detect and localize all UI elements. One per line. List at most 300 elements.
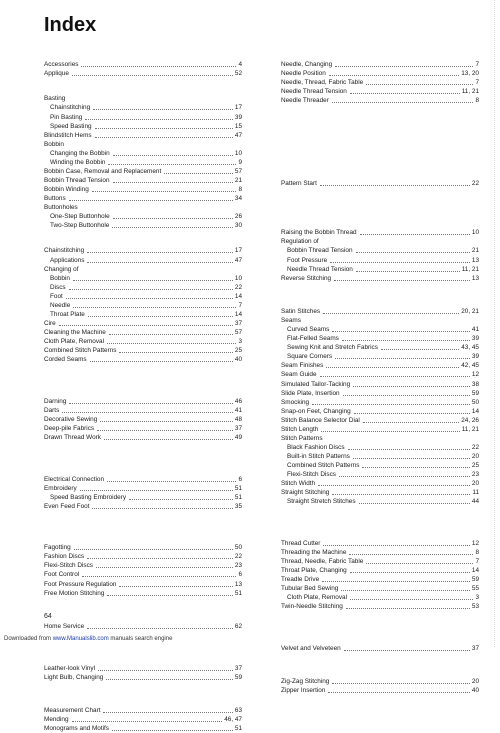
index-entry — [44, 589, 242, 598]
dot-leader — [88, 316, 233, 317]
index-entry-page: 13 — [234, 580, 242, 588]
index-entry — [44, 176, 242, 185]
dot-leader — [87, 262, 232, 263]
index-entry-label: Zig-Zag Stitching — [281, 678, 330, 686]
dot-leader — [72, 721, 223, 722]
index-entry — [44, 149, 242, 158]
index-entry-page: 41 — [234, 406, 242, 414]
dot-leader — [360, 234, 470, 235]
index-entry — [44, 185, 242, 194]
dot-leader — [74, 549, 233, 550]
index-entry-label: Drawn Thread Work — [44, 433, 101, 441]
index-entry-page: 10 — [471, 229, 479, 237]
dot-leader — [363, 422, 459, 423]
index-entry — [281, 539, 479, 548]
index-entry — [281, 425, 479, 434]
index-entry — [44, 552, 242, 561]
dot-leader — [113, 182, 233, 183]
index-entry-page: 7 — [475, 61, 479, 68]
index-entry-page: 47 — [234, 256, 242, 264]
index-entry-label: Seam Finishes — [281, 362, 324, 370]
dot-leader — [109, 334, 233, 335]
index-entry-label: Flexi-Stitch Discs — [287, 471, 337, 478]
index-entry-page: 35 — [234, 502, 242, 510]
dot-leader — [112, 227, 233, 228]
index-entry-label: Flat-Felled Seams — [287, 335, 339, 343]
index-entry — [44, 484, 242, 493]
index-entry-label: Flexi-Stitch Discs — [44, 562, 94, 570]
index-entry-page: 57 — [234, 167, 242, 175]
index-entry-page: 20 — [471, 480, 479, 487]
index-entry — [281, 78, 479, 87]
index-entry — [281, 370, 479, 379]
dot-leader — [344, 650, 470, 651]
dot-leader — [366, 563, 473, 564]
index-entry — [281, 380, 479, 389]
index-entry — [44, 319, 242, 328]
index-entry-page: 23 — [471, 471, 479, 478]
index-entry — [44, 103, 242, 112]
index-entry-label: Two-Step Buttonhole — [50, 222, 110, 230]
index-entry-label: Applications — [50, 256, 85, 264]
index-entry — [281, 246, 479, 255]
index-entry-label: Fagotting — [44, 544, 71, 552]
index-entry-page: 40 — [234, 356, 242, 363]
index-entry-page: 13, 20 — [461, 70, 479, 78]
dot-leader — [343, 395, 470, 396]
index-entry-label: Buttons — [44, 194, 66, 202]
index-entry — [281, 87, 479, 96]
index-entry-label: Tubular Bed Sewing — [281, 585, 339, 592]
dot-leader — [72, 75, 233, 76]
index-entry-label: Black Fashion Discs — [287, 443, 345, 451]
dot-leader — [107, 343, 236, 344]
index-entry-label: Decorative Sewing — [44, 415, 98, 423]
index-entry — [281, 274, 479, 283]
index-entry-page: 7 — [238, 301, 242, 309]
index-entry-label: Stitch Patterns — [281, 434, 323, 442]
index-entry — [44, 673, 242, 682]
index-entry-label: Treadle Drive — [281, 575, 320, 583]
dot-leader — [119, 352, 232, 353]
index-entry-page: 39 — [471, 335, 479, 343]
index-entry — [44, 69, 242, 78]
index-entry-label: Built-in Stitch Patterns — [287, 452, 350, 460]
index-entry — [281, 461, 479, 470]
index-entry-label: Satin Stitches — [281, 308, 321, 316]
dot-leader — [62, 412, 233, 413]
index-entry-label: Needle Thread Tension — [281, 88, 347, 96]
dot-leader — [59, 325, 233, 326]
index-entry-label: Velvet and Velveteen — [281, 644, 341, 652]
dot-leader — [92, 508, 232, 509]
index-entry-label: Simulated Tailor-Tacking — [281, 380, 351, 388]
index-entry-label: Measurement Chart — [44, 707, 101, 715]
dot-leader — [104, 439, 233, 440]
dot-leader — [342, 340, 470, 341]
index-entry — [281, 644, 479, 653]
dot-leader — [318, 485, 470, 486]
index-entry-page: 59 — [234, 673, 242, 681]
index-entry-label: Chainstitching — [44, 247, 85, 255]
dot-leader — [356, 271, 460, 272]
dot-leader — [350, 599, 473, 600]
index-entry-page: 26 — [234, 213, 242, 220]
index-entry-page: 4 — [238, 61, 242, 68]
index-entry-label: Discs — [50, 283, 66, 291]
index-entry — [281, 407, 479, 416]
index-entry — [281, 584, 479, 593]
index-entry-label: Monograms and Motifs — [44, 725, 109, 733]
index-entry-label: Straight Stitching — [281, 489, 330, 497]
index-entry-label: Reverse Stitching — [281, 274, 332, 282]
index-entry — [44, 301, 242, 310]
index-entry — [44, 292, 242, 301]
dot-leader — [87, 558, 233, 559]
index-entry-label: Even Feed Foot — [44, 502, 90, 510]
dot-leader — [381, 349, 459, 350]
footer-suffix: manuals search engine — [108, 636, 173, 642]
dot-leader — [96, 567, 233, 568]
index-entry — [44, 203, 242, 212]
dot-leader — [103, 712, 232, 713]
index-entry — [281, 352, 479, 361]
index-entry-page: 8 — [475, 548, 479, 556]
dot-leader — [353, 386, 470, 387]
index-entry-page: 14 — [234, 292, 242, 300]
index-entry — [44, 221, 242, 230]
dot-leader — [129, 499, 233, 500]
dot-leader — [362, 467, 469, 468]
index-entry — [44, 355, 242, 364]
index-entry-page: 43, 45 — [461, 344, 479, 352]
index-entry — [44, 94, 242, 103]
dot-leader — [348, 449, 470, 450]
dot-leader — [335, 358, 470, 359]
index-entry — [281, 60, 479, 69]
index-entry-label: Needle Position — [281, 70, 326, 78]
index-entry — [44, 60, 242, 69]
index-entry-page: 13 — [471, 256, 479, 264]
dot-leader — [92, 191, 237, 192]
index-entry-page: 9 — [238, 158, 242, 166]
index-entry — [281, 566, 479, 575]
index-entry-page: 25 — [471, 461, 479, 469]
index-entry — [44, 397, 242, 406]
index-entry-label: Basting — [44, 95, 66, 103]
index-entry — [44, 580, 242, 589]
dot-leader — [321, 431, 459, 432]
index-entry — [44, 158, 242, 167]
index-entry-page: 63 — [234, 707, 242, 715]
index-entry-label: Changing the Bobbin — [50, 149, 110, 157]
index-entry-page: 14 — [234, 310, 242, 318]
index-entry — [281, 343, 479, 352]
index-entry — [44, 475, 242, 484]
index-entry-page: 22 — [471, 179, 479, 187]
index-entry-label: Combined Stitch Patterns — [287, 461, 360, 469]
dot-leader — [326, 367, 459, 368]
index-entry-label: Free Motion Stitching — [44, 589, 105, 597]
index-entry — [44, 502, 242, 511]
index-entry-label: Bobbin Winding — [44, 185, 89, 193]
index-entry — [281, 443, 479, 452]
dot-leader — [323, 313, 459, 314]
index-entry — [281, 334, 479, 343]
page-number: 64 — [44, 613, 52, 620]
index-entry-label: Leather-look Vinyl — [44, 664, 96, 672]
index-entry-page: 21 — [471, 247, 479, 255]
index-entry — [44, 406, 242, 415]
scan-edge — [494, 0, 497, 647]
dot-leader — [98, 670, 233, 671]
index-entry — [281, 228, 479, 237]
dot-leader — [328, 692, 469, 693]
index-entry-label: Bobbin Thread Tension — [287, 247, 353, 255]
dot-leader — [95, 128, 233, 129]
index-entry — [44, 131, 242, 140]
index-entry-page: 8 — [475, 97, 479, 105]
index-entry-page: 14 — [471, 407, 479, 415]
dot-leader — [69, 200, 233, 201]
index-entry — [44, 122, 242, 131]
index-entry-label: Accessories — [44, 61, 79, 68]
index-entry — [281, 96, 479, 105]
dot-leader — [320, 185, 470, 186]
index-entry-label: Cloth Plate, Removal — [287, 594, 348, 601]
index-entry — [281, 434, 479, 443]
index-entry-page: 51 — [234, 589, 242, 597]
index-entry — [281, 488, 479, 497]
index-entry — [44, 493, 242, 502]
dot-leader — [356, 252, 470, 253]
index-entry-label: Chainstitching — [50, 104, 91, 112]
index-entry-label: Foot Control — [44, 571, 80, 579]
index-entry-label: Cloth Plate, Removal — [44, 337, 105, 345]
index-entry — [281, 237, 479, 246]
dot-leader — [335, 66, 473, 67]
dot-leader — [323, 545, 469, 546]
index-entry-label: Buttonholes — [44, 204, 78, 211]
index-entry-page: 55 — [471, 585, 479, 592]
index-entry-label: Light Bulb, Changing — [44, 673, 104, 681]
index-entry — [44, 113, 242, 122]
index-entry-label: Seam Guide — [281, 371, 317, 379]
dot-leader — [107, 595, 233, 596]
dot-leader — [350, 572, 470, 573]
index-entry-page: 48 — [234, 415, 242, 423]
index-entry-label: Pin Basting — [50, 113, 83, 121]
index-entry — [44, 337, 242, 346]
dot-leader — [112, 730, 233, 731]
index-entry — [281, 479, 479, 488]
index-entry — [281, 557, 479, 566]
index-entry-page: 17 — [234, 247, 242, 255]
manualslib-link[interactable]: www.Manualslib.com — [52, 636, 109, 642]
index-entry-page: 11, 21 — [461, 425, 479, 433]
index-entry-page: 8 — [238, 185, 242, 193]
index-entry — [44, 724, 242, 733]
index-entry-page: 22 — [234, 283, 242, 291]
index-entry-label: Cire — [44, 319, 56, 327]
dot-leader — [113, 155, 233, 156]
index-entry-page: 22 — [234, 553, 242, 561]
index-entry-label: Speed Basting Embroidery — [50, 493, 127, 501]
index-entry-label: Pattern Start — [281, 179, 317, 187]
dot-leader — [334, 280, 470, 281]
index-entry — [44, 256, 242, 265]
index-entry — [281, 452, 479, 461]
index-entry — [44, 167, 242, 176]
dot-leader — [69, 289, 233, 290]
index-entry-page: 11 — [472, 489, 479, 497]
dot-leader — [87, 252, 233, 253]
index-entry-page: 15 — [234, 122, 242, 130]
index-entry-page: 37 — [234, 424, 242, 432]
download-footer — [4, 636, 172, 642]
index-entry-label: Bobbin — [44, 140, 64, 148]
dot-leader — [119, 586, 232, 587]
dot-leader — [93, 109, 233, 110]
index-entry — [44, 246, 242, 255]
index-entry — [44, 570, 242, 579]
index-entry — [281, 256, 479, 265]
index-entry — [44, 274, 242, 283]
index-entry-page: 37 — [471, 644, 479, 652]
index-entry-page: 39 — [234, 113, 242, 121]
index-entry-label: Fashion Discs — [44, 553, 85, 561]
dot-leader — [322, 581, 470, 582]
dot-leader — [73, 307, 236, 308]
index-entry-label: Throat Plate, Changing — [281, 566, 347, 574]
index-entry-label: Straight Stretch Stitches — [287, 498, 356, 506]
index-entry-page: 53 — [471, 603, 479, 611]
index-entry — [281, 602, 479, 611]
index-entry — [44, 433, 242, 442]
index-entry — [281, 497, 479, 506]
index-entry — [44, 212, 242, 221]
dot-leader — [87, 628, 233, 629]
dot-leader — [66, 298, 233, 299]
index-entry-page: 30 — [234, 222, 242, 230]
index-entry-page: 52 — [234, 70, 242, 78]
dot-leader — [80, 490, 233, 491]
index-entry-page: 22 — [471, 443, 479, 451]
index-entry-page: 41 — [471, 326, 479, 334]
dot-leader — [312, 404, 470, 405]
index-entry-page: 20, 21 — [461, 308, 479, 316]
index-entry-page: 12 — [471, 539, 479, 547]
index-entry-label: Bobbin Thread Tension — [44, 176, 110, 184]
index-entry — [44, 328, 242, 337]
index-entry-label: Foot — [50, 292, 63, 300]
index-entry-page: 62 — [234, 623, 242, 630]
index-entry-label: Stitch Balance Selector Dial — [281, 416, 360, 424]
index-entry-label: Darning — [44, 397, 67, 405]
dot-leader — [329, 75, 459, 76]
index-entry-label: Darts — [44, 406, 60, 414]
index-entry-page: 11, 21 — [461, 265, 479, 273]
index-entry — [44, 283, 242, 292]
index-entry — [44, 415, 242, 424]
index-entry-label: Changing of — [44, 265, 79, 273]
index-entry-page: 51 — [234, 725, 242, 733]
index-entry-label: Stitch Width — [281, 480, 316, 487]
index-entry-page: 14 — [471, 566, 479, 574]
index-entry-page: 57 — [234, 328, 242, 336]
index-entry-page: 10 — [234, 149, 242, 157]
dot-leader — [332, 102, 474, 103]
index-entry — [281, 398, 479, 407]
index-entry-label: One-Step Buttonhole — [50, 213, 110, 220]
index-entry-label: Threading the Machine — [281, 548, 347, 556]
index-entry-label: Mending — [44, 716, 69, 724]
dot-leader — [346, 608, 470, 609]
index-entry — [44, 543, 242, 552]
dot-leader — [73, 280, 233, 281]
dot-leader — [332, 331, 470, 332]
index-entry-page: 50 — [234, 544, 242, 552]
index-entry-page: 49 — [234, 433, 242, 441]
footer-prefix: Downloaded from — [4, 636, 53, 642]
index-entry-label: Throat Plate — [50, 310, 85, 318]
dot-leader — [82, 576, 236, 577]
dot-leader — [81, 66, 236, 67]
index-entry-page: 47 — [234, 131, 242, 139]
index-entry — [281, 389, 479, 398]
index-entry-label: Bobbin — [50, 274, 70, 282]
index-entry — [44, 622, 242, 631]
index-entry — [281, 265, 479, 274]
dot-leader — [100, 421, 233, 422]
index-entry-label: Embroidery — [44, 484, 77, 492]
index-entry-label: Raising the Bobbin Thread — [281, 229, 357, 237]
index-entry-label: Smocking — [281, 398, 310, 406]
index-entry-page: 40 — [471, 687, 479, 695]
index-entry-label: Needle Thread Tension — [287, 265, 353, 273]
dot-leader — [69, 403, 233, 404]
index-entry-label: Home Service — [44, 623, 85, 630]
index-entry-page: 24, 26 — [461, 416, 479, 424]
index-entry-label: Needle Threader — [281, 97, 329, 105]
index-entry-page: 13 — [471, 274, 479, 282]
index-entry — [44, 265, 242, 274]
index-entry-label: Bobbin Case, Removal and Replacement — [44, 167, 162, 175]
index-entry-page: 6 — [238, 571, 242, 579]
index-entry-label: Curved Seams — [287, 326, 330, 334]
index-entry-page: 59 — [471, 389, 479, 397]
index-entry-label: Slide Plate, Insertion — [281, 389, 340, 397]
index-entry — [281, 548, 479, 557]
index-entry-page: 25 — [234, 347, 242, 354]
index-entry — [281, 307, 479, 316]
index-entry-page: 12 — [471, 371, 479, 379]
index-entry — [281, 316, 479, 325]
dot-leader — [330, 262, 470, 263]
index-entry-label: Sewing Knit and Stretch Fabrics — [287, 344, 378, 352]
dot-leader — [108, 164, 236, 165]
index-entry-label: Blindstitch Hems — [44, 131, 92, 139]
dot-leader — [353, 458, 470, 459]
dot-leader — [341, 590, 470, 591]
dot-leader — [320, 376, 470, 377]
dot-leader — [95, 137, 233, 138]
index-entry-label: Applique — [44, 70, 69, 78]
index-entry-label: Foot Pressure Regulation — [44, 580, 117, 588]
dot-leader — [366, 84, 473, 85]
index-entry-label: Electrical Connection — [44, 475, 105, 483]
index-entry — [281, 69, 479, 78]
